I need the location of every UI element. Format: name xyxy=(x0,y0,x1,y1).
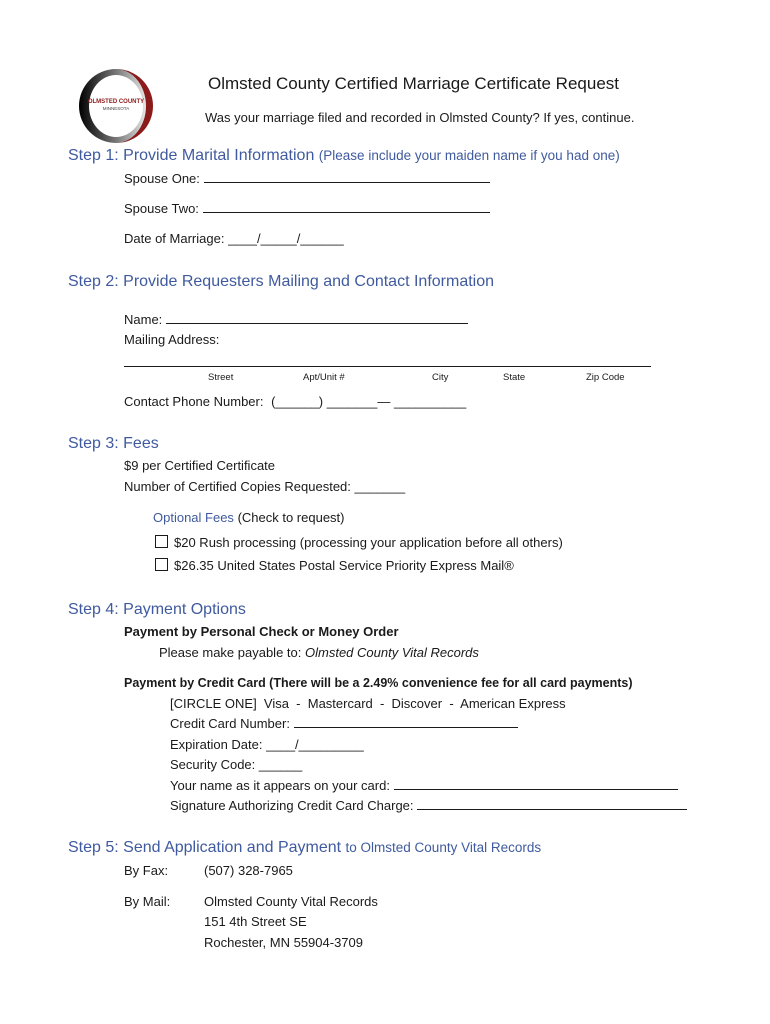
optional-fees-label: Optional Fees (Check to request) xyxy=(153,510,345,525)
address-part-state: State xyxy=(503,372,526,383)
logo-text: OLMSTED COUNTY MINNESOTA xyxy=(87,99,145,111)
page-title: Olmsted County Certified Marriage Certificate Request xyxy=(208,74,619,93)
address-part-city: City xyxy=(432,372,449,383)
fax-value: (507) 328-7965 xyxy=(204,863,293,878)
payable-to: Please make payable to: Olmsted County Vital Records xyxy=(159,645,479,660)
step5-heading: Step 5: Send Application and Payment to Olmsted County Vital Records xyxy=(68,839,542,856)
security-code-field[interactable]: Security Code: ______ xyxy=(170,757,303,772)
name-on-card-line[interactable] xyxy=(394,788,678,790)
express-mail-checkbox[interactable] xyxy=(155,558,168,571)
circle-one-cards[interactable]: [CIRCLE ONE] Visa - Mastercard - Discover - American Express xyxy=(170,696,566,711)
name-on-card-field[interactable]: Your name as it appears on your card: xyxy=(170,778,678,793)
mail-label: By Mail: xyxy=(124,894,171,909)
date-of-marriage-field[interactable]: Date of Marriage: ____/_____/______ xyxy=(124,231,344,246)
address-part-street: Street xyxy=(208,372,234,383)
signature-line[interactable] xyxy=(417,808,687,810)
mailing-address-label: Mailing Address: xyxy=(124,332,220,347)
expiration-field[interactable]: Expiration Date: ____/_________ xyxy=(170,737,364,752)
fax-label: By Fax: xyxy=(124,863,169,878)
page-subtitle: Was your marriage filed and recorded in Olmsted County? If yes, continue. xyxy=(205,110,635,125)
name-line[interactable] xyxy=(166,322,468,324)
price-text: $9 per Certified Certificate xyxy=(124,458,276,473)
spouse-one-line[interactable] xyxy=(204,181,490,183)
spouse-two-line[interactable] xyxy=(203,211,490,213)
address-line[interactable] xyxy=(124,366,651,367)
contact-phone-field[interactable]: Contact Phone Number: (______) _______— __________ xyxy=(124,394,467,409)
card-number-field[interactable]: Credit Card Number: xyxy=(170,716,518,731)
step4-heading: Step 4: Payment Options xyxy=(68,601,246,618)
rush-checkbox[interactable] xyxy=(155,535,168,548)
mail-address-line-1: Olmsted County Vital Records xyxy=(204,894,378,909)
name-field[interactable]: Name: xyxy=(124,312,468,327)
spouse-one-field[interactable]: Spouse One: xyxy=(124,171,490,186)
mail-address-line-3: Rochester, MN 55904-3709 xyxy=(204,935,363,950)
copies-field[interactable]: Number of Certified Copies Requested: _______ xyxy=(124,479,406,494)
express-mail-option[interactable]: $26.35 United States Postal Service Priority Express Mail® xyxy=(155,558,514,573)
address-part-apt: Apt/Unit # xyxy=(303,372,345,383)
card-heading: Payment by Credit Card (There will be a 2.49% convenience fee for all card payments) xyxy=(124,676,633,690)
mail-address-line-2: 151 4th Street SE xyxy=(204,914,307,929)
step3-heading: Step 3: Fees xyxy=(68,435,159,452)
county-logo xyxy=(78,68,154,144)
check-heading: Payment by Personal Check or Money Order xyxy=(124,624,399,639)
signature-field[interactable]: Signature Authorizing Credit Card Charge: xyxy=(170,798,687,813)
card-number-line[interactable] xyxy=(294,726,518,728)
rush-option[interactable]: $20 Rush processing (processing your application before all others) xyxy=(155,535,563,550)
spouse-two-field[interactable]: Spouse Two: xyxy=(124,201,490,216)
address-part-zip: Zip Code xyxy=(586,372,625,383)
step2-heading: Step 2: Provide Requesters Mailing and Contact Information xyxy=(68,273,495,290)
step1-heading: Step 1: Provide Marital Information (Please include your maiden name if you had one) xyxy=(68,147,620,164)
